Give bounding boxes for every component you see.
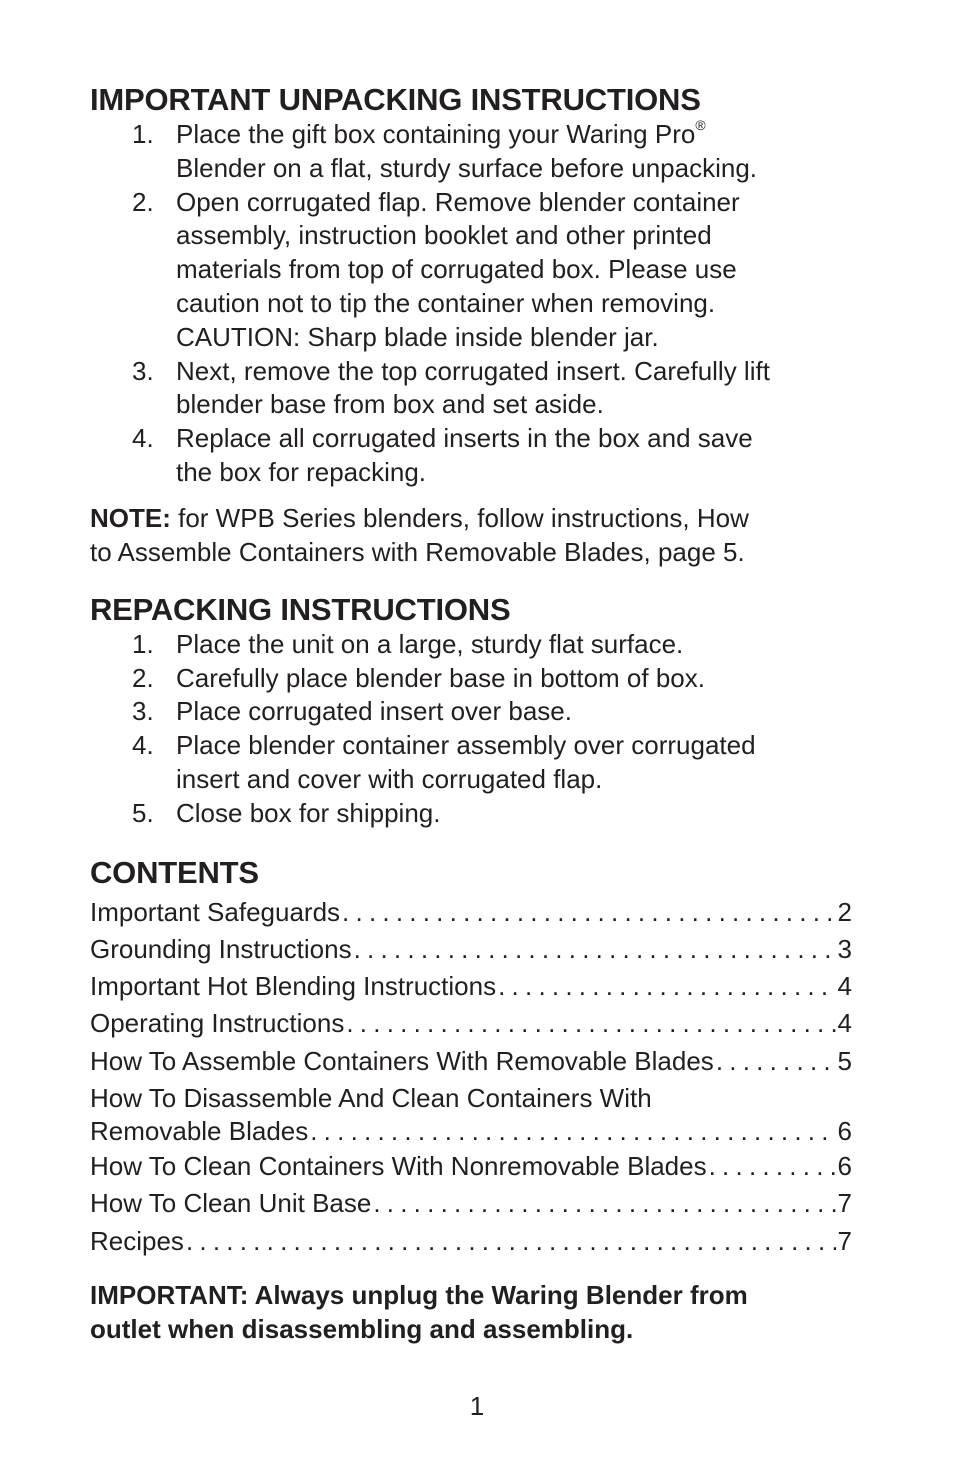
toc-title: Recipes bbox=[90, 1225, 184, 1256]
toc-leader bbox=[371, 1185, 835, 1222]
list-text: Place corrugated insert over base. bbox=[176, 696, 572, 727]
list-item bbox=[90, 797, 852, 831]
list-number: 4. bbox=[132, 423, 154, 454]
toc-entry bbox=[90, 968, 852, 1005]
list-text: the box for repacking. bbox=[176, 456, 427, 487]
toc-entry bbox=[90, 1082, 852, 1148]
toc-entry-continuation bbox=[90, 1115, 852, 1148]
list-text: Carefully place blender base in bottom of box. bbox=[176, 662, 705, 693]
toc-page: 3 bbox=[837, 933, 852, 964]
list-text: Place the gift box containing your Waring Pro bbox=[176, 119, 696, 149]
toc-leader bbox=[184, 1223, 836, 1260]
toc-title: Operating Instructions bbox=[90, 1008, 345, 1039]
toc-page: 5 bbox=[837, 1045, 852, 1076]
list-text: Open corrugated flap. Remove blender container bbox=[176, 186, 740, 217]
toc-leader bbox=[340, 894, 835, 931]
toc-title: Important Safeguards bbox=[90, 896, 341, 927]
list-text: Blender on a flat, sturdy surface before unpacking. bbox=[176, 152, 758, 183]
list-text: Replace all corrugated inserts in the box and save bbox=[176, 423, 753, 454]
list-number: 2. bbox=[132, 186, 154, 217]
unpacking-heading: IMPORTANT UNPACKING INSTRUCTIONS bbox=[90, 82, 701, 117]
list-text: CAUTION: Sharp blade inside blender jar. bbox=[176, 321, 659, 352]
list-text: Place blender container assembly over corrugated bbox=[176, 730, 756, 761]
toc-title: Grounding Instructions bbox=[90, 933, 352, 964]
toc-page: 4 bbox=[837, 1008, 852, 1039]
toc-page: 2 bbox=[837, 896, 852, 927]
toc-leader bbox=[714, 1043, 836, 1080]
warning-text: IMPORTANT: Always unplug the Waring Blender from bbox=[90, 1279, 748, 1310]
list-item bbox=[90, 355, 852, 423]
unpacking-list bbox=[90, 118, 852, 490]
list-number: 3. bbox=[132, 355, 154, 386]
list-number: 5. bbox=[132, 797, 154, 828]
list-item bbox=[90, 422, 852, 490]
list-item bbox=[90, 695, 852, 729]
list-text: Next, remove the top corrugated insert. Carefully lift bbox=[176, 355, 770, 386]
list-text: Place the unit on a large, sturdy flat surface. bbox=[176, 628, 684, 659]
toc-title: How To Disassemble And Clean Containers With bbox=[90, 1083, 652, 1114]
list-item bbox=[90, 628, 852, 662]
list-text: blender base from box and set aside. bbox=[176, 389, 604, 420]
note-paragraph bbox=[90, 501, 852, 569]
toc-title: Important Hot Blending Instructions bbox=[90, 971, 497, 1002]
toc-title: How To Clean Unit Base bbox=[90, 1188, 372, 1219]
toc-title: How To Clean Containers With Nonremovable Blades bbox=[90, 1151, 707, 1182]
page-number: 1 bbox=[469, 1391, 485, 1421]
manual-page bbox=[90, 82, 852, 1346]
toc-page: 4 bbox=[837, 971, 852, 1002]
toc-entry bbox=[90, 1005, 852, 1042]
warning-text: outlet when disassembling and assembling. bbox=[90, 1313, 634, 1344]
list-text: materials from top of corrugated box. Please use bbox=[176, 254, 737, 285]
list-number: 1. bbox=[132, 628, 154, 659]
toc-title: How To Assemble Containers With Removable Blades bbox=[90, 1045, 714, 1076]
list-number: 2. bbox=[132, 662, 154, 693]
list-text: caution not to tip the container when removing. bbox=[176, 287, 716, 318]
toc-entry bbox=[90, 1043, 852, 1080]
toc-entry bbox=[90, 1148, 852, 1185]
note-label: NOTE: bbox=[90, 502, 171, 533]
list-item bbox=[90, 186, 852, 355]
toc-page: 6 bbox=[837, 1116, 852, 1147]
toc-leader bbox=[496, 968, 835, 1005]
list-number: 1. bbox=[132, 119, 154, 149]
toc-entry bbox=[90, 1223, 852, 1260]
toc-entry bbox=[90, 1185, 852, 1222]
repacking-heading: REPACKING INSTRUCTIONS bbox=[90, 591, 511, 627]
important-warning bbox=[90, 1278, 852, 1346]
list-text: insert and cover with corrugated flap. bbox=[176, 763, 603, 794]
list-text: Close box for shipping. bbox=[176, 797, 441, 828]
repacking-list bbox=[90, 628, 852, 831]
list-item bbox=[90, 118, 852, 186]
registered-mark: ® bbox=[695, 117, 706, 133]
note-text: for WPB Series blenders, follow instructions, How bbox=[170, 502, 749, 533]
toc-page: 7 bbox=[837, 1225, 852, 1256]
toc-leader bbox=[707, 1148, 836, 1185]
list-item bbox=[90, 662, 852, 696]
toc-entry bbox=[90, 894, 852, 931]
contents-heading: CONTENTS bbox=[90, 854, 259, 890]
list-number: 3. bbox=[132, 696, 154, 727]
toc-leader bbox=[344, 1005, 835, 1042]
list-number: 4. bbox=[132, 730, 154, 761]
toc-entry bbox=[90, 931, 852, 968]
toc-page: 6 bbox=[837, 1151, 852, 1182]
table-of-contents bbox=[90, 894, 852, 1260]
toc-title: Removable Blades bbox=[90, 1116, 309, 1147]
list-item bbox=[90, 729, 852, 797]
toc-leader bbox=[352, 931, 836, 968]
list-text: assembly, instruction booklet and other printed bbox=[176, 220, 712, 251]
note-text: to Assemble Containers with Removable Blades, page 5. bbox=[90, 536, 745, 567]
toc-leader bbox=[308, 1115, 835, 1148]
toc-page: 7 bbox=[837, 1188, 852, 1219]
